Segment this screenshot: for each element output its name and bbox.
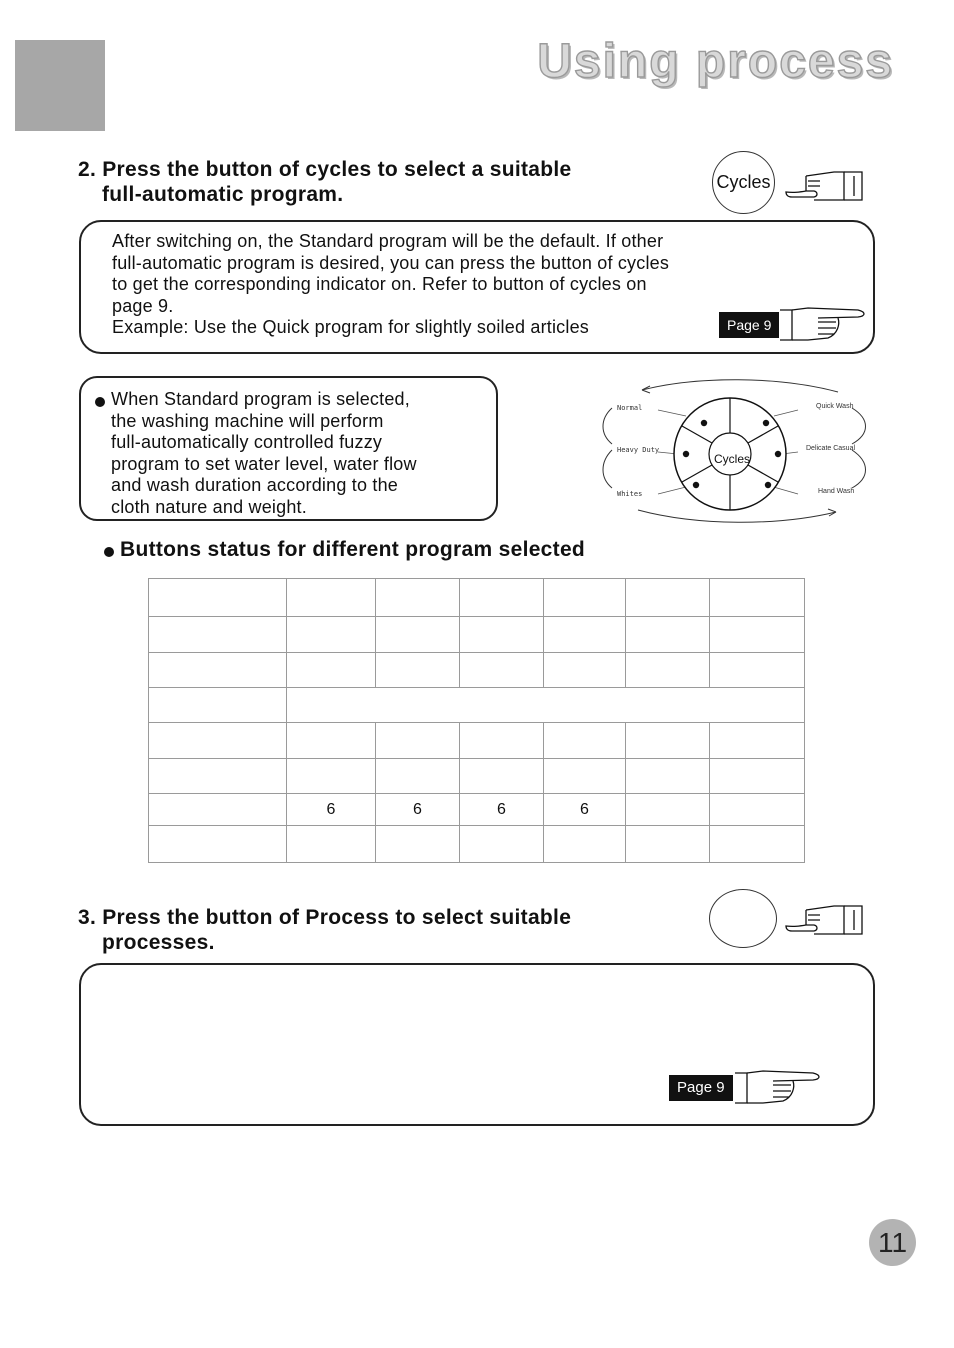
note-line-1: When Standard program is selected, bbox=[111, 389, 410, 409]
table-cell bbox=[287, 617, 376, 653]
table-cell: 6 bbox=[544, 794, 626, 826]
table-cell bbox=[287, 723, 376, 759]
table-cell bbox=[626, 759, 710, 794]
table-cell bbox=[710, 579, 805, 617]
note-bullet bbox=[95, 394, 105, 412]
table-row bbox=[149, 653, 805, 688]
table-cell-merged bbox=[287, 688, 805, 723]
table-cell bbox=[287, 579, 376, 617]
info-line-5: Example: Use the Quick program for slightly soiled articles bbox=[112, 317, 589, 337]
table-cell bbox=[710, 653, 805, 688]
table-cell: 6 bbox=[460, 794, 544, 826]
table-cell bbox=[626, 617, 710, 653]
corner-gray-block bbox=[15, 40, 105, 131]
table-cell bbox=[149, 759, 287, 794]
table-cell bbox=[460, 579, 544, 617]
table-cell bbox=[287, 826, 376, 863]
info-line-1: After switching on, the Standard program will be the default. If other bbox=[112, 231, 664, 251]
table-row bbox=[149, 688, 805, 723]
section2-heading bbox=[78, 157, 572, 207]
table-cell bbox=[626, 723, 710, 759]
note-line-2: the washing machine will perform bbox=[111, 410, 384, 431]
table-cell: 6 bbox=[287, 794, 376, 826]
status-bullet bbox=[104, 544, 114, 562]
table-cell bbox=[149, 653, 287, 688]
table-cell bbox=[376, 759, 460, 794]
dial-label-whites: Whites bbox=[617, 490, 643, 498]
table-cell bbox=[626, 794, 710, 826]
pointing-hand-icon bbox=[784, 168, 864, 204]
info-line-4: page 9. bbox=[112, 295, 174, 316]
section3-heading-line1: 3. Press the button of Process to select suitable bbox=[78, 906, 572, 929]
note-line-3: full-automatically controlled fuzzy bbox=[111, 432, 383, 452]
table-cell bbox=[376, 826, 460, 863]
pointing-hand-icon bbox=[784, 902, 864, 938]
table-cell bbox=[149, 826, 287, 863]
dial-label-quick-wash: Quick Wash bbox=[816, 403, 854, 410]
section3-heading bbox=[78, 905, 571, 955]
note-line-6: cloth nature and weight. bbox=[111, 496, 307, 517]
table-cell bbox=[460, 826, 544, 863]
page-number: 11 bbox=[869, 1219, 916, 1266]
table-cell bbox=[626, 653, 710, 688]
page-ref-badge[interactable]: Page 9 bbox=[669, 1075, 733, 1101]
table-row bbox=[149, 579, 805, 617]
table-cell bbox=[544, 617, 626, 653]
section3-heading-line2: processes. bbox=[102, 931, 215, 954]
table-row bbox=[149, 723, 805, 759]
dial-label-heavy-duty: Heavy Duty bbox=[617, 446, 660, 454]
page-ref-badge[interactable]: Page 9 bbox=[719, 312, 779, 338]
table-cell bbox=[710, 794, 805, 826]
section2-heading-line1: 2. Press the button of cycles to select a suitable bbox=[78, 158, 572, 181]
table-cell bbox=[544, 579, 626, 617]
dial-label-delicate-casual: Delicate Casual bbox=[806, 445, 856, 452]
process-button[interactable] bbox=[709, 889, 777, 948]
note-line-4: program to set water level, water flow bbox=[111, 453, 417, 474]
table-cell bbox=[149, 688, 287, 723]
pointing-hand-right-icon bbox=[733, 1067, 823, 1107]
table-cell bbox=[376, 617, 460, 653]
table-cell bbox=[149, 579, 287, 617]
page-title: Using process bbox=[537, 35, 894, 88]
table-cell bbox=[376, 653, 460, 688]
table-cell bbox=[544, 826, 626, 863]
table-cell bbox=[544, 653, 626, 688]
table-cell bbox=[460, 723, 544, 759]
table-cell bbox=[149, 617, 287, 653]
table-row bbox=[149, 617, 805, 653]
table-cell bbox=[710, 826, 805, 863]
table-cell bbox=[710, 759, 805, 794]
table-cell bbox=[626, 579, 710, 617]
dial-label-normal: Normal bbox=[617, 404, 643, 412]
cycles-button[interactable] bbox=[712, 151, 775, 214]
table-cell bbox=[626, 826, 710, 863]
standard-note-text bbox=[111, 389, 417, 518]
table-cell bbox=[460, 759, 544, 794]
table-row bbox=[149, 794, 805, 826]
table-row bbox=[149, 759, 805, 794]
table-cell bbox=[544, 759, 626, 794]
table-cell bbox=[460, 653, 544, 688]
note-line-5: and wash duration according to the bbox=[111, 475, 398, 495]
table-cell bbox=[544, 723, 626, 759]
table-cell bbox=[149, 723, 287, 759]
dial-center-label: Cycles bbox=[714, 452, 751, 466]
table-cell: 6 bbox=[376, 794, 460, 826]
table-cell bbox=[460, 617, 544, 653]
section2-info-text bbox=[112, 231, 669, 339]
table-cell bbox=[287, 653, 376, 688]
pointing-hand-right-icon bbox=[778, 304, 868, 344]
buttons-status-heading: Buttons status for different program selected bbox=[120, 538, 586, 561]
section2-heading-line2: full-automatic program. bbox=[102, 183, 344, 206]
table-cell bbox=[710, 617, 805, 653]
table-cell bbox=[376, 723, 460, 759]
info-line-2: full-automatic program is desired, you can press the button of cycles bbox=[112, 252, 670, 273]
table-row bbox=[149, 826, 805, 863]
table-cell bbox=[376, 579, 460, 617]
table-cell bbox=[710, 723, 805, 759]
cycles-button-label: Cycles bbox=[716, 172, 771, 192]
buttons-status-table bbox=[148, 578, 805, 863]
table-cell bbox=[287, 759, 376, 794]
table-cell bbox=[149, 794, 287, 826]
dial-label-hand-wash: Hand Wash bbox=[818, 488, 855, 495]
info-line-3: to get the corresponding indicator on. Refer to button of cycles on bbox=[112, 274, 647, 294]
